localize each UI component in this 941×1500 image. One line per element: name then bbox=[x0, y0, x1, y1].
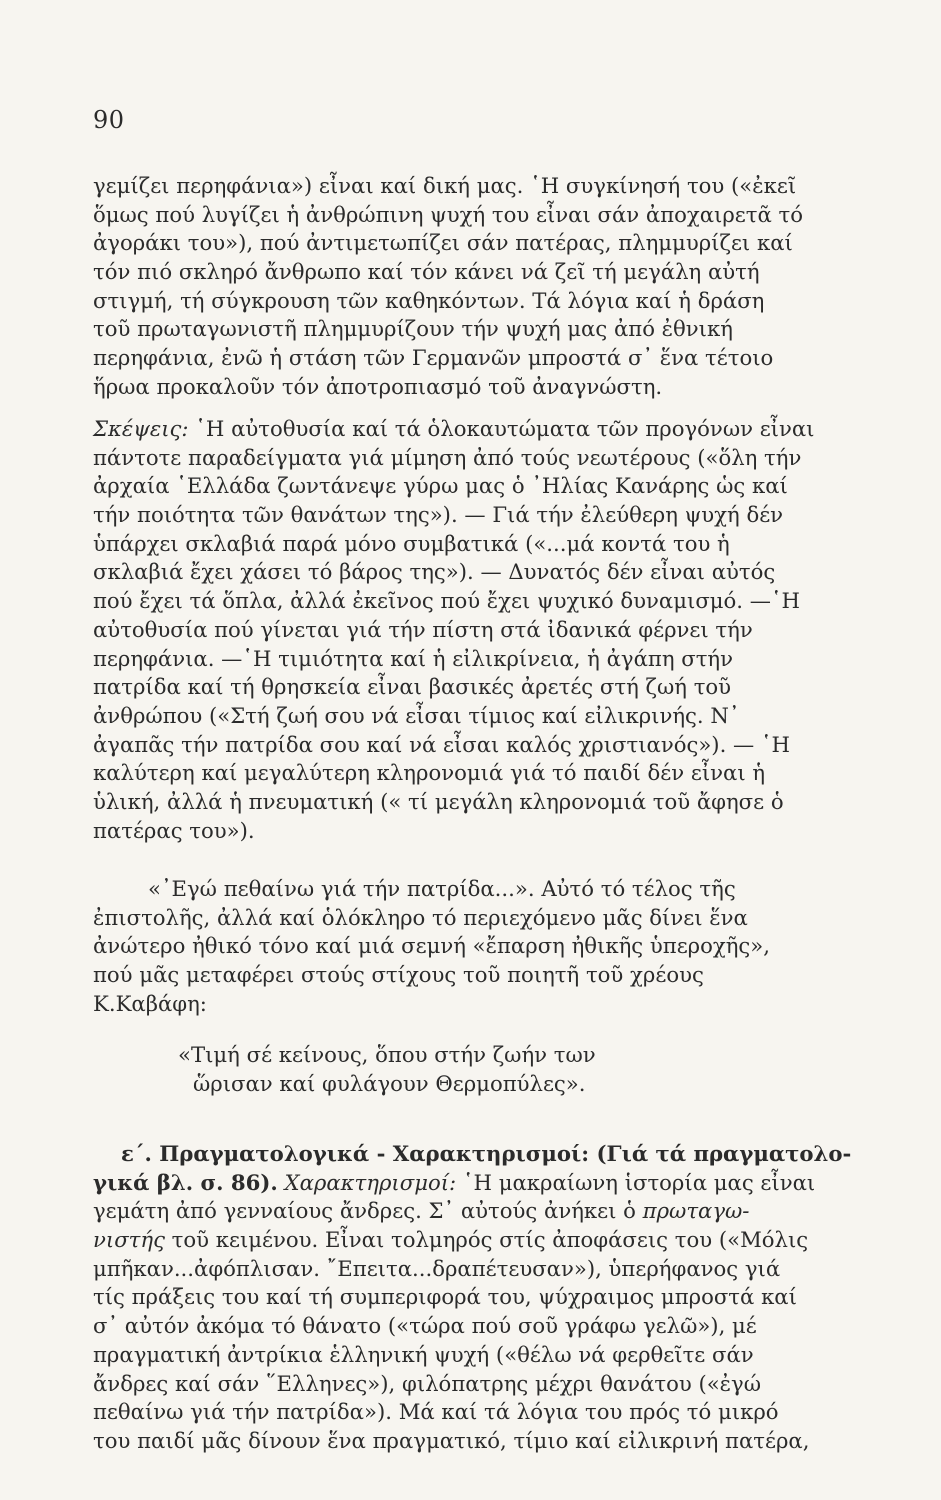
verse-line: «Τιμή σέ κείνους, ὅπου στήν ζωήν των bbox=[178, 1042, 596, 1067]
text-line: πραγματική ἀντρίκια ἑλληνική ψυχή («θέλω νά φερθεῖτε σάν bbox=[93, 1341, 754, 1367]
text-line: τήν ποιότητα τῶν θανάτων της»). — Γιά τήν ἐλεύθερη ψυχή δέν bbox=[93, 502, 784, 528]
text-line: περηφάνια, ἐνῶ ἡ στάση τῶν Γερμανῶν μπροστά σ᾿ ἕνα τέτοιο bbox=[93, 345, 774, 371]
text-line: ἀρχαία ῾Ελλάδα ζωντάνεψε γύρω μας ὁ ᾿Ηλίας Κανάρης ὡς καί bbox=[93, 473, 788, 499]
text-run: ῾Η μακραίωνη ἱστορία μας εἶναι bbox=[456, 1169, 816, 1195]
text-line: πού μᾶς μεταφέρει στούς στίχους τοῦ ποιητῆ τοῦ χρέους bbox=[93, 962, 704, 988]
section-heading-text: ε΄. Πραγματολογικά - Χαρακτηρισμοί: (Γιά τά πραγματολο- bbox=[121, 1141, 852, 1166]
text-run: ῾Η αὐτοθυσία καί τά ὁλοκαυτώματα τῶν προγόνων εἶναι bbox=[188, 416, 815, 441]
text-line: πατέρας του»). bbox=[93, 817, 255, 843]
text-line: τίς πράξεις του καί τή συμπεριφορά του, ψύχραιμος μπροστά καί bbox=[93, 1284, 797, 1310]
text-line: Κ.Καβάφη: bbox=[93, 990, 207, 1016]
paragraph-1 bbox=[93, 172, 896, 402]
text-line: πάντοτε παραδείγματα γιά μίμηση ἀπό τούς νεωτέρους («ὅλη τήν bbox=[93, 444, 802, 470]
verse-quote bbox=[178, 1041, 596, 1098]
section-characterizations bbox=[93, 1140, 896, 1456]
text-run-italic: πρωταγω- bbox=[642, 1198, 750, 1224]
text-line: ἥρωα προκαλοῦν τόν ἀποτροπιασμό τοῦ ἀναγνώστη. bbox=[93, 373, 663, 399]
text-run: τοῦ κειμένου. Εἶναι τολμηρός στίς ἀποφάσεις του («Μόλις bbox=[164, 1227, 809, 1253]
text-line bbox=[93, 1226, 896, 1255]
text-line bbox=[93, 415, 896, 444]
text-line bbox=[93, 1169, 896, 1198]
section-heading bbox=[93, 1140, 896, 1169]
text-line: ἀνθρώπου («Στή ζωή σου νά εἶσαι τίμιος καί εἰλικρινής. Ν᾿ bbox=[93, 702, 740, 728]
text-line: τοῦ πρωταγωνιστῆ πλημμυρίζουν τήν ψυχή μας ἀπό ἐθνική bbox=[93, 316, 733, 342]
text-line: αὐτοθυσία πού γίνεται γιά τήν πίστη στά ἰδανικά φέρνει τήν bbox=[93, 616, 753, 642]
page-number: 90 bbox=[93, 106, 125, 134]
text-line bbox=[93, 1197, 896, 1226]
thoughts-label: Σκέψεις: bbox=[93, 416, 189, 441]
characterizations-label: Χαρακτηρισμοί: bbox=[284, 1169, 457, 1195]
text-line: του παιδί μᾶς δίνουν ἕνα πραγματικό, τίμιο καί εἰλικρινή πατέρα, bbox=[93, 1427, 810, 1453]
verse-line: ὥρισαν καί φυλάγουν Θερμοπύλες». bbox=[193, 1070, 586, 1096]
text-line: ἀνώτερο ἠθικό τόνο καί μιά σεμνή «ἔπαρση ἠθικῆς ὑπεροχῆς», bbox=[93, 933, 770, 959]
text-line: ἀγαπᾶς τήν πατρίδα σου καί νά εἶσαι καλός χριστιανός»). — ῾Η bbox=[93, 731, 791, 757]
paragraph-3 bbox=[93, 875, 896, 1018]
text-line: καλύτερη καί μεγαλύτερη κληρονομιά γιά τό παιδί δέν εἶναι ἡ bbox=[93, 760, 766, 786]
text-line: σκλαβιά ἔχει χάσει τό βάρος της»). — Δυνατός δέν εἶναι αὐτός bbox=[93, 559, 776, 585]
text-run-italic: νιστής bbox=[93, 1227, 165, 1253]
paragraph-2 bbox=[93, 415, 896, 845]
text-line: στιγμή, τή σύγκρουση τῶν καθηκόντων. Τά λόγια καί ἡ δράση bbox=[93, 287, 765, 313]
text-line: σ᾿ αὐτόν ἀκόμα τό θάνατο («τώρα πού σοῦ γράφω γελῶ»), μέ bbox=[93, 1313, 757, 1339]
text-line: ὅμως πού λυγίζει ἡ ἀνθρώπινη ψυχή του εἶναι σάν ἀποχαιρετᾶ τό bbox=[93, 201, 803, 227]
text-line: περηφάνια. —῾Η τιμιότητα καί ἡ εἰλικρίνεια, ἡ ἀγάπη στήν bbox=[93, 645, 734, 671]
section-heading-ref: γικά βλ. σ. 86). bbox=[93, 1169, 278, 1195]
text-line: ἐπιστολῆς, ἀλλά καί ὁλόκληρο τό περιεχόμενο μᾶς δίνει ἕνα bbox=[93, 904, 748, 930]
text-line: πού ἔχει τά ὅπλα, ἀλλά ἐκεῖνος πού ἔχει ψυχικό δυναμισμό. —῾Η bbox=[93, 588, 801, 614]
text-run: γεμάτη ἀπό γενναίους ἄνδρες. Σ᾿ αὐτούς ἀνήκει ὁ bbox=[93, 1198, 636, 1224]
text-line: μπῆκαν...ἀφόπλισαν. ῎Επειτα...δραπέτευσαν»), ὑπερήφανος γιά bbox=[93, 1255, 781, 1281]
text-line: ὑλική, ἀλλά ἡ πνευματική (« τί μεγάλη κληρονομιά τοῦ ἄφησε ὁ bbox=[93, 788, 784, 814]
text-line: πατρίδα καί τή θρησκεία εἶναι βασικές ἀρετές στή ζωή τοῦ bbox=[93, 674, 732, 700]
text-line: γεμίζει περηφάνια») εἶναι καί δική μας. ῾Η συγκίνησή του («ἐκεῖ bbox=[93, 173, 797, 198]
text-line: «᾿Εγώ πεθαίνω γιά τήν πατρίδα...». Αὐτό τό τέλος τῆς bbox=[148, 876, 736, 901]
text-line: ὑπάρχει σκλαβιά παρά μόνο συμβατικά («...μά κοντά του ἡ bbox=[93, 530, 730, 556]
text-line: ἀγοράκι του»), πού ἀντιμετωπίζει σάν πατέρας, πλημμυρίζει καί bbox=[93, 230, 793, 256]
text-line: πεθαίνω γιά τήν πατρίδα»). Μά καί τά λόγια του πρός τό μικρό bbox=[93, 1399, 779, 1425]
text-line: ἄνδρες καί σάν ῞Ελληνες»), φιλόπατρης μέχρι θανάτου («ἐγώ bbox=[93, 1370, 761, 1396]
text-line: τόν πιό σκληρό ἄνθρωπο καί τόν κάνει νά ζεῖ τή μεγάλη αὐτή bbox=[93, 259, 760, 285]
